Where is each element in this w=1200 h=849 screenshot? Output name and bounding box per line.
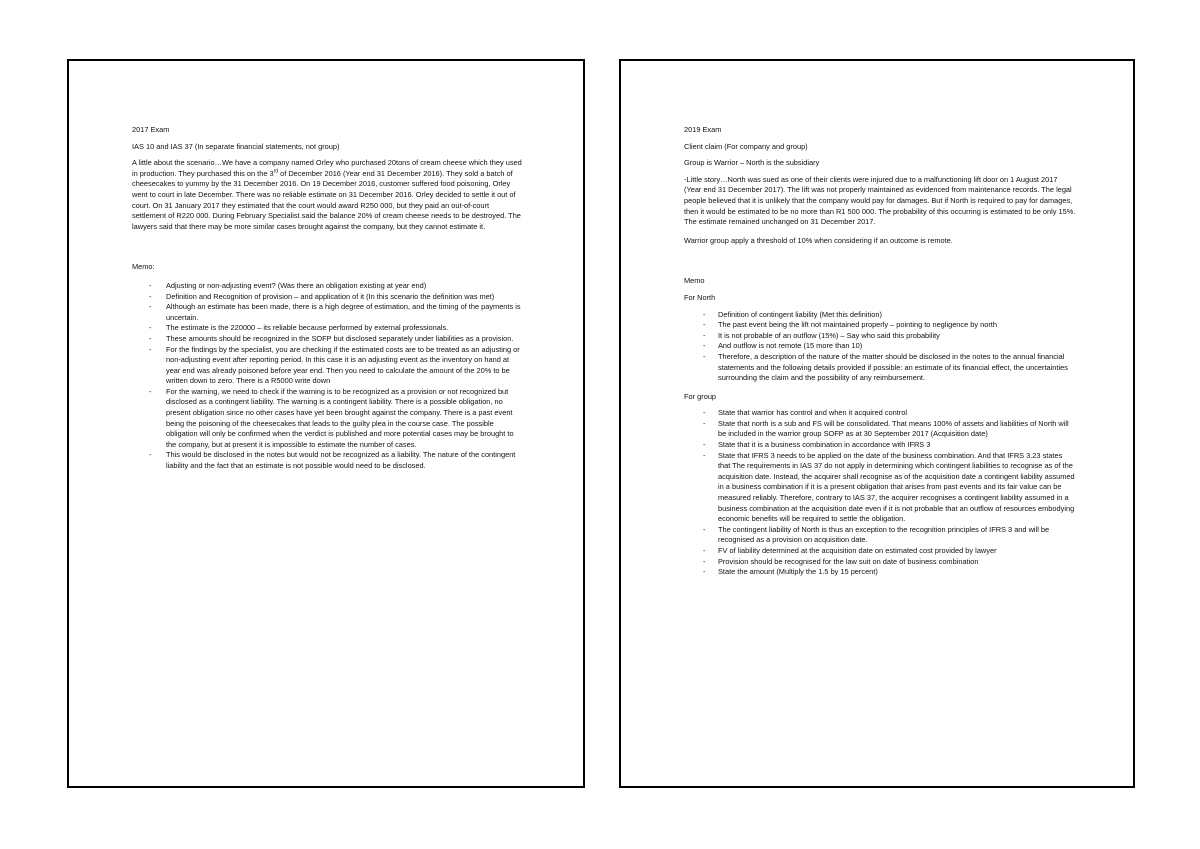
left-memo-list: [132, 281, 524, 472]
right-story: -Little story…North was sued as one of their clients were injured due to a malfunctioning lift door on 1 August 2017 (Year end 31 December 2017). The lift was not properly maintained as evidenced from maintenance records. The legal people believed that it is unlikely that the company would pay for damages. But if North is required to pay for damages, then it would be estimated to be no more than R1 500 000. The probability of this occurring is estimated to be only 15%. The estimate remained unchanged on 31 December 2017.: [684, 174, 1076, 227]
list-item: - For the warning, we need to check if the warning is to be recognized as a provision or not recognized but disclosed as a contingent liability. The warning is a contingent liability. There is a possible obligation, no present obligation since no other cases have yet been brought against the company. There is a past event being the poisoning of the cheesecakes that leads to the guilty plea in the course case. The possible obligation will only be confirmed when the verdict is published and more potential cases may be brought to the company, but at present it is impossible to estimate the number of cases.: [149, 387, 524, 451]
list-item: - Although an estimate has been made, there is a high degree of estimation, and the timing of the payments is uncertain.: [149, 302, 524, 323]
list-item: - State that it is a business combination in accordance with IFRS 3: [703, 440, 1076, 451]
left-page-subheading: IAS 10 and IAS 37 (In separate financial statements, not group): [132, 141, 340, 151]
group-list: [684, 408, 1076, 578]
left-page-scenario: [132, 158, 524, 232]
list-item: - State that warrior has control and when it acquired control: [703, 408, 1076, 419]
spacer: [132, 240, 524, 262]
list-item: - For the findings by the specialist, you are checking if the estimated costs are to be treated as an adjusting or non-adjusting event after reporting period. In this case it is an adjusting event as the inventory on hand at year end was already poisoned before year end. Then you need to calculate the amount of the 20% to be written down to zero. There is a R5000 write down: [149, 345, 524, 387]
for-group-label: For group: [684, 391, 717, 401]
right-page-content: [684, 125, 1076, 586]
list-item: - Therefore, a description of the nature of the matter should be disclosed in the notes to the annual financial statements and the following details provided if possible: an estimate of its financial effect, the uncertainties surrounding the claim and the possibility of any reimbursement.: [703, 352, 1076, 384]
scenario-text-start: A little about the scenario…We have a company named Orley who purchased 20tons of cream cheese which they used in production. They purchased this on the 3: [132, 158, 522, 178]
list-item: - FV of liability determined at the acquisition date on estimated cost provided by lawyer: [703, 546, 1076, 557]
spacer: [684, 254, 1076, 276]
list-item: - It is not probable of an outflow (15%) – Say who said this probability: [703, 331, 1076, 342]
list-item: - Definition and Recognition of provision – and application of it (In this scenario the definition was met): [149, 292, 524, 303]
scenario-superscript: rd: [273, 168, 279, 175]
list-item: - State that north is a sub and FS will be consolidated. That means 100% of assets and liabilities of North will be included in the warrior group SOFP as at 30 September 2017 (Acquisition date): [703, 419, 1076, 440]
left-page-heading: 2017 Exam: [132, 125, 170, 134]
scenario-text-end: of December 2016 (Year end 31 December 2016). They sold a batch of cheesecakes to yummy by the 31 December 2016. On 19 December 2016, customer suffered food poisoning, Orley went to court in late December. There was no reliable estimate on 31 December 2016. Orley decided to settle it out of court. On 31 January 2017 they estimated that the court would award R250 000, but they paid an out-of-court settlement of R220 000. During February Specialist said the balance 20% of cream cheese needs to be destroyed. The lawyers said that there may be more similar cases brought against the company, but they cannot estimate it.: [132, 168, 521, 231]
list-item: - Definition of contingent liability (Met this definition): [703, 310, 1076, 321]
right-memo-label: Memo: [684, 276, 705, 286]
left-page-content: [132, 125, 524, 472]
list-item: - Adjusting or non-adjusting event? (Was there an obligation existing at year end): [149, 281, 524, 292]
list-item: - The estimate is the 220000 – its reliable because performed by external professionals.: [149, 323, 524, 334]
list-item: - The past event being the lift not maintained properly – pointing to negligence by north: [703, 320, 1076, 331]
list-item: - Provision should be recognised for the law suit on date of business combination: [703, 557, 1076, 568]
right-page-heading: 2019 Exam: [684, 125, 722, 134]
right-document-page: [619, 59, 1135, 788]
right-threshold: Warrior group apply a threshold of 10% when considering if an outcome is remote.: [684, 235, 953, 245]
north-list: [684, 310, 1076, 384]
list-item: - State the amount (Multiply the 1.5 by 15 percent): [703, 567, 1076, 578]
right-group-line: Group is Warrior – North is the subsidiary: [684, 158, 820, 168]
left-document-page: [67, 59, 585, 788]
list-item: - The contingent liability of North is thus an exception to the recognition principles of IFRS 3 and will be recognised as a provision on acquisition date.: [703, 525, 1076, 546]
list-item: - These amounts should be recognized in the SOFP but disclosed separately under liabilities as a provision.: [149, 334, 524, 345]
list-item: - And outflow is not remote (15 more than 10): [703, 341, 1076, 352]
list-item: - State that IFRS 3 needs to be applied on the date of the business combination. And that IFRS 3.23 states that The requirements in IAS 37 do not apply in determining which contingent liabilities to recognise as of the acquisition date. Instead, the acquirer shall recognise as of the acquisition date a contingent liability assumed in a business combination if it is a present obligation that arises from past events and its fair value can be measured reliably. Therefore, contrary to IAS 37, the acquirer recognises a contingent liability assumed in a business combination at the acquisition date even if it is not probable that an outflow of resources embodying economic benefits will be required to settle the obligation.: [703, 451, 1076, 525]
right-page-subheading: Client claim (For company and group): [684, 141, 808, 151]
list-item: - This would be disclosed in the notes but would not be recognized as a liability. The nature of the contingent liability and the fact that an estimate is not possible would need to be disclosed.: [149, 450, 524, 471]
left-memo-label: Memo:: [132, 262, 155, 272]
for-north-label: For North: [684, 292, 716, 302]
